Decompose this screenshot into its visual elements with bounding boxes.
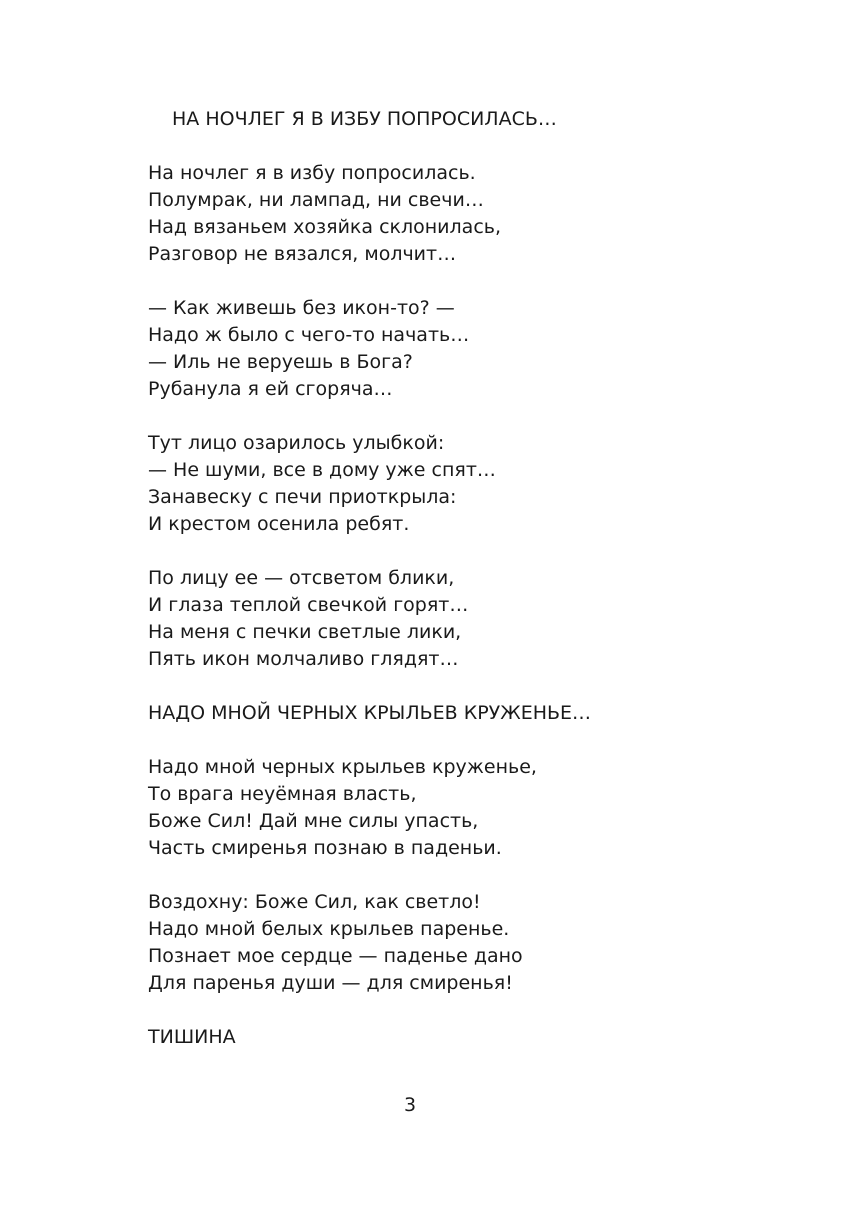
poem-line: Познает мое сердце — паденье дано	[148, 945, 523, 967]
stanza	[148, 754, 768, 862]
stanza	[148, 160, 768, 268]
poem	[148, 106, 768, 700]
poem-line: Воздохну: Боже Сил, как светло!	[148, 891, 481, 913]
poem-line: Полумрак, ни лампад, ни свечи…	[148, 189, 484, 211]
stanza	[148, 295, 768, 403]
poem-line: То врага неуёмная власть,	[148, 783, 417, 805]
poem-line: — Не шуми, все в дому уже спят…	[148, 459, 496, 481]
poem-line: Надо мной черных крыльев круженье,	[148, 756, 537, 778]
poem-title: ТИШИНА	[148, 1026, 236, 1048]
poem-line: Часть смиренья познаю в паденьи.	[148, 837, 502, 859]
poem-line: На меня с печки светлые лики,	[148, 621, 462, 643]
poem-title: НА НОЧЛЕГ Я В ИЗБУ ПОПРОСИЛАСЬ…	[172, 108, 557, 130]
poem-line: На ночлег я в избу попросилась.	[148, 162, 476, 184]
poem-line: Пять икон молчаливо глядят…	[148, 648, 459, 670]
poem-line: Над вязаньем хозяйка склонилась,	[148, 216, 502, 238]
poem-line: И глаза теплой свечкой горят…	[148, 594, 469, 616]
poem-line: Надо мной белых крыльев паренье.	[148, 918, 510, 940]
stanza	[148, 889, 768, 997]
poem-line: Для паренья души — для смиренья!	[148, 972, 513, 994]
poems-container	[148, 106, 768, 1051]
poem	[148, 700, 768, 1024]
stanza	[148, 430, 768, 538]
poem-line: — Как живешь без икон-то? —	[148, 297, 455, 319]
poem-line: — Иль не веруешь в Бога?	[148, 351, 413, 373]
poem-line: По лицу ее — отсветом блики,	[148, 567, 455, 589]
poem-line: Надо ж было с чего-то начать…	[148, 324, 470, 346]
poem-line: Разговор не вязался, молчит…	[148, 243, 457, 265]
poem-title: НАДО МНОЙ ЧЕРНЫХ КРЫЛЬЕВ КРУЖЕНЬЕ…	[148, 702, 592, 724]
poem	[148, 1024, 768, 1051]
stanza	[148, 565, 768, 673]
poem-line: И крестом осенила ребят.	[148, 513, 410, 535]
poem-line: Тут лицо озарилось улыбкой:	[148, 432, 445, 454]
poem-line: Боже Сил! Дай мне силы упасть,	[148, 810, 479, 832]
page-number: 3	[403, 1094, 417, 1116]
poem-line: Рубанула я ей сгоряча…	[148, 378, 393, 400]
poem-line: Занавеску с печи приоткрыла:	[148, 486, 457, 508]
